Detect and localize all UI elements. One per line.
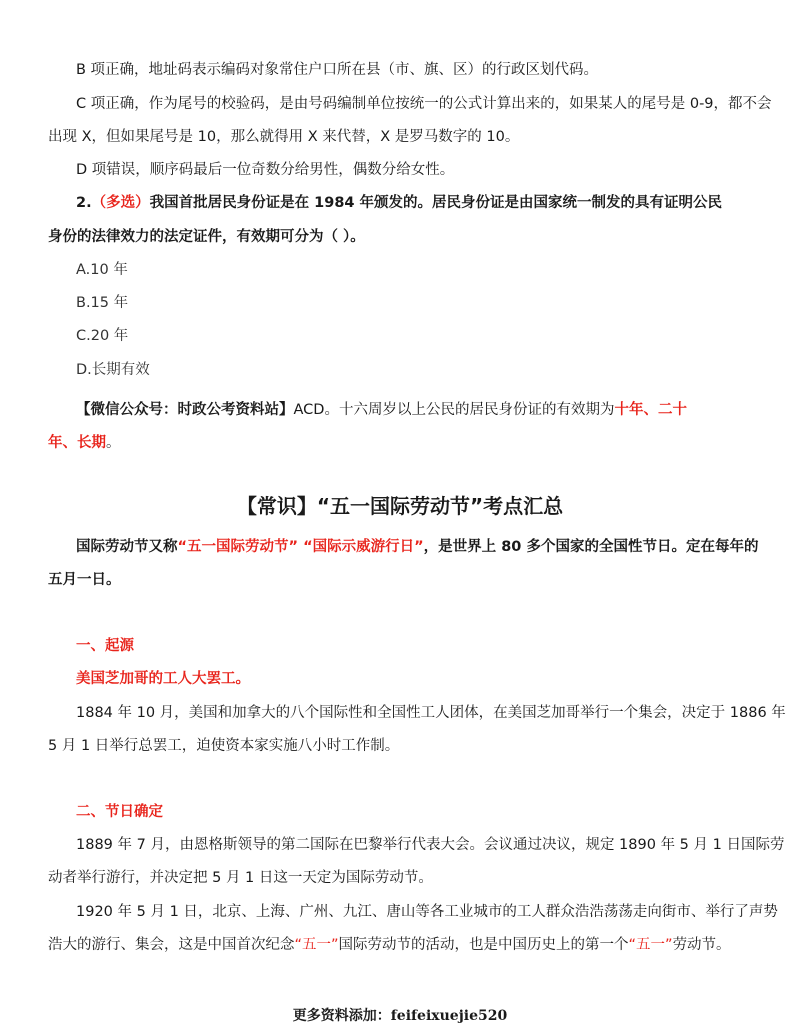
p2-red-2: “五一”: [628, 937, 673, 953]
question-stem-1: [76, 193, 776, 213]
answer-line-2: [48, 433, 748, 453]
answer-highlight-2: 年、长期: [48, 435, 106, 451]
question-tag: （多选）: [91, 195, 150, 211]
answer-end: 。: [106, 435, 121, 451]
p2-part-c: 劳动节。: [672, 937, 731, 953]
origin-heading: 一、起源: [76, 638, 134, 654]
footer-note: 更多资料添加：feifeixuejie520: [292, 1008, 508, 1024]
section-intro-2: 五月一日。: [48, 572, 121, 588]
intro-red: “五一国际劳动节” “国际示威游行日”: [177, 539, 424, 555]
option-d: D.长期有效: [76, 362, 150, 378]
option-a: A.10 年: [76, 262, 128, 278]
explanation-b: B 项正确，地址码表示编码对象常住户口所在县（市、旗、区）的行政区划代码。: [76, 62, 599, 78]
confirm-paragraph-2a: 1920 年 5 月 1 日，北京、上海、广州、九江、唐山等各工业城市的工人群众浩浩荡荡走向街市、举行了声势: [76, 904, 778, 920]
question-stem-text: 我国首批居民身份证是在 1984 年颁发的。居民身份证是由国家统一制发的具有证明公民: [149, 195, 723, 211]
confirm-paragraph-1a: 1889 年 7 月，由恩格斯领导的第二国际在巴黎举行代表大会。会议通过决议，规定 1890 年 5 月 1 日国际劳: [76, 837, 785, 853]
origin-subheading: 美国芝加哥的工人大罢工。: [76, 671, 250, 687]
explanation-c-2: 出现 X，但如果尾号是 10，那么就得用 X 来代替，X 是罗马数字的 10。: [48, 129, 520, 145]
explanation-d: D 项错误，顺序码最后一位奇数分给男性，偶数分给女性。: [76, 162, 455, 178]
intro-a: 国际劳动节又称: [76, 539, 178, 555]
confirm-heading: 二、节日确定: [76, 804, 163, 820]
p2-red-1: “五一”: [294, 937, 339, 953]
explanation-c-1: C 项正确，作为尾号的校验码，是由号码编制单位按统一的公式计算出来的，如果某人的尾号是 0-9，都不会: [76, 96, 772, 112]
option-b: B.15 年: [76, 295, 129, 311]
p2-part-b: 国际劳动节的活动，也是中国历史上的第一个: [338, 937, 629, 953]
p2-part-a: 浩大的游行、集会，这是中国首次纪念: [48, 937, 295, 953]
section-title: 【常识】“五一国际劳动节”考点汇总: [236, 494, 564, 518]
answer-source: 【微信公众号：时政公考资料站】: [76, 402, 294, 418]
question-number: 2.: [76, 195, 92, 211]
confirm-paragraph-1b: 动者举行游行，并决定把 5 月 1 日这一天定为国际劳动节。: [48, 870, 433, 886]
section-intro-1: [76, 537, 776, 557]
option-c: C.20 年: [76, 328, 129, 344]
answer-line-1: [76, 400, 776, 420]
origin-paragraph-2: 5 月 1 日举行总罢工，迫使资本家实施八小时工作制。: [48, 738, 400, 754]
intro-b: ，是世界上 80 多个国家的全国性节日。定在每年的: [423, 539, 759, 555]
answer-highlight-1: 十年、二十: [614, 402, 687, 418]
question-stem-2: 身份的法律效力的法定证件，有效期可分为（ ）。: [48, 229, 365, 245]
origin-paragraph-1: 1884 年 10 月，美国和加拿大的八个国际性和全国性工人团体，在美国芝加哥举行一个集会，决定于 1886 年: [76, 705, 786, 721]
confirm-paragraph-2b: [48, 935, 748, 955]
answer-text: ACD。十六周岁以上公民的居民身份证的有效期为: [293, 402, 615, 418]
